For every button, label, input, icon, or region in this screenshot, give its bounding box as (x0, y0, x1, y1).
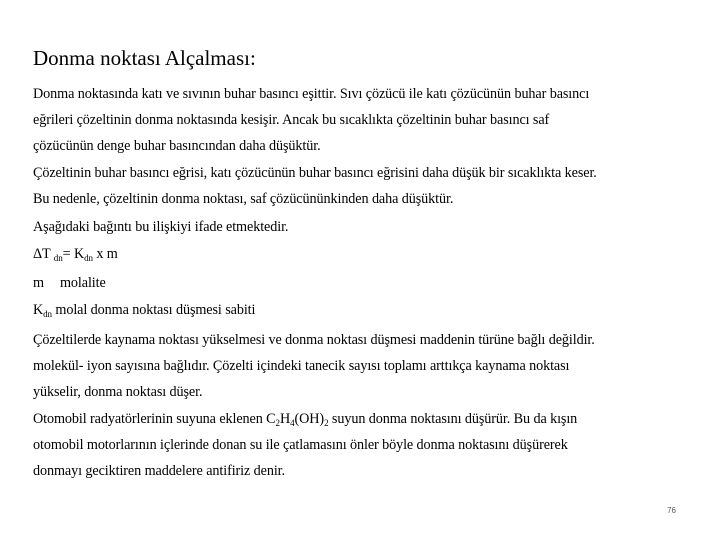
paragraph-line: yükselir, donma noktası düşer. (33, 384, 203, 400)
paragraph-line: Bu nedenle, çözeltinin donma noktası, saf çözücününkinden daha düşüktür. (33, 191, 454, 207)
paragraph-line: çözücünün denge buhar basıncından daha düşüktür. (33, 138, 321, 154)
paragraph-line: eğrileri çözeltinin donma noktasında kesişir. Ancak bu sıcaklıkta çözeltinin buhar basıncı saf (33, 112, 550, 128)
subscript: dn (84, 253, 93, 263)
antifreeze-text: suyun donma noktasını düşürür. Bu da kışın (328, 411, 578, 427)
subscript: dn (43, 309, 52, 319)
molality-text: molalite (60, 275, 106, 291)
paragraph-line: otomobil motorlarının içlerinde donan su ile çatlamasını önler böyle donma noktasını düşürerek (33, 437, 568, 453)
kdn-definition (33, 302, 255, 319)
paragraph-line: Çözeltinin buhar basıncı eğrisi, katı çözücünün buhar basıncı eğrisini daha düşük bir sıcaklıkta keser. (33, 165, 597, 181)
subscript: 4 (290, 418, 295, 428)
page-title: Donma noktası Alçalması: (33, 46, 256, 70)
paragraph-line: donmayı geciktiren maddelere antifiriz denir. (33, 463, 285, 479)
subscript: 2 (275, 418, 280, 428)
paragraph-line: molekül- iyon sayısına bağlıdır. Çözelti içindeki tanecik sayısı toplamı arttıkça kaynama noktası (33, 358, 570, 374)
kdn-text: molal donma noktası düşmesi sabiti (51, 302, 256, 318)
equation-rest: x m (92, 246, 118, 262)
antifreeze-text: Otomobil radyatörlerinin suyuna eklenen C (33, 411, 276, 427)
k-symbol: K (33, 302, 44, 318)
subscript: dn (53, 253, 63, 263)
paragraph-line: Aşağıdaki bağıntı bu ilişkiyi ifade etmektedir. (33, 219, 289, 235)
freezing-point-equation (33, 246, 118, 263)
page-number: 76 (667, 506, 676, 515)
subscript: 2 (324, 418, 329, 428)
formula-h: H (279, 411, 291, 427)
molality-symbol: m (33, 275, 44, 291)
paragraph-line: Çözeltilerde kaynama noktası yükselmesi ve donma noktası düşmesi maddenin türüne bağlı değildir. (33, 332, 595, 348)
delta-t: ΔT (33, 246, 51, 262)
paragraph-line: Donma noktasında katı ve sıvının buhar basıncı eşittir. Sıvı çözücü ile katı çözücünün buhar basıncı (33, 86, 590, 102)
formula-oh: (OH) (294, 411, 325, 427)
antifreeze-line (33, 411, 577, 428)
molality-definition (33, 275, 106, 292)
equals-k: = K (62, 246, 85, 262)
